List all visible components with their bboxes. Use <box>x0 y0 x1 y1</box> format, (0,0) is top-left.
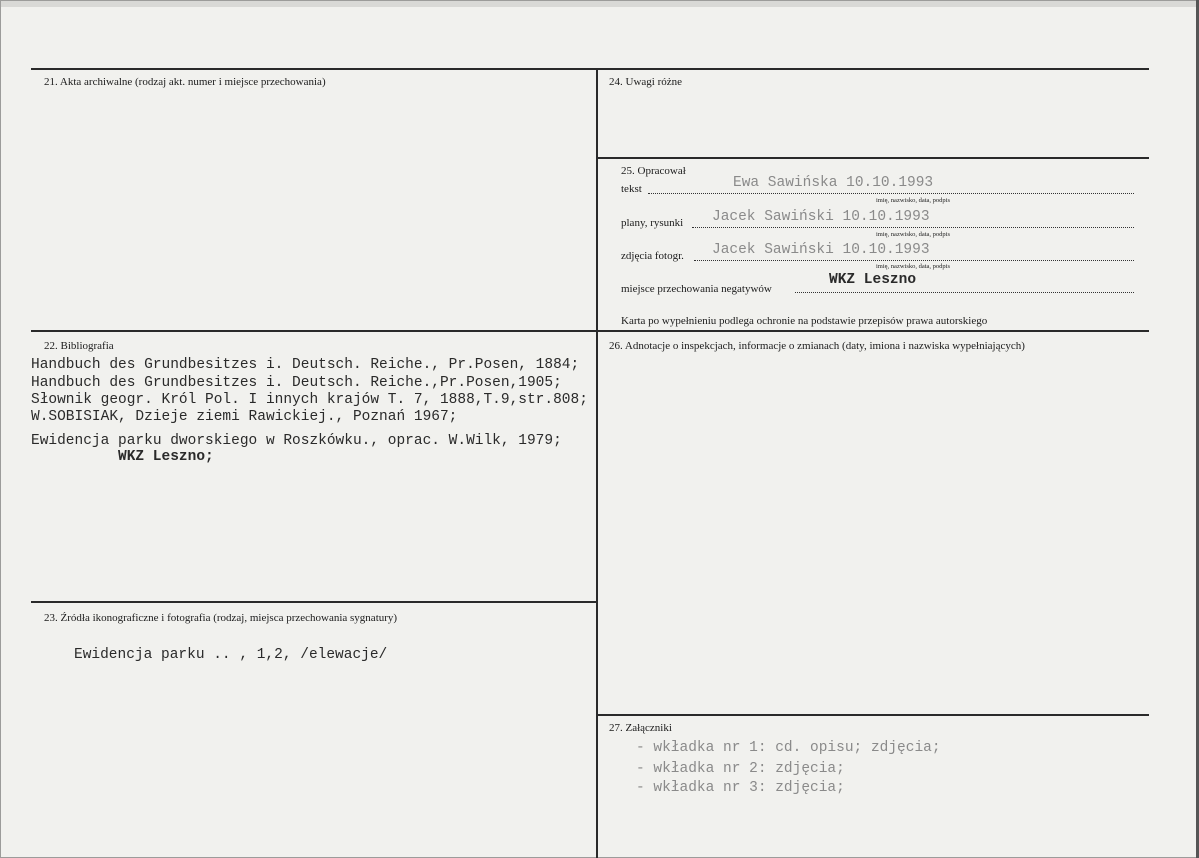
attachment-item: - wkładka nr 1: cd. opisu; zdjęcia; <box>636 740 941 756</box>
zdjecia-value: Jacek Sawiński 10.10.1993 <box>712 242 930 258</box>
tekst-hint: imię, nazwisko, data, podpis <box>876 197 951 204</box>
tekst-dotline <box>648 193 1134 194</box>
section-25-label: 25. Opracował <box>621 165 686 177</box>
copyright-note: Karta po wypełnieniu podlega ochronie na podstawie przepisów prawa autorskiego <box>621 315 988 327</box>
section-27-label: 27. Załączniki <box>609 722 672 734</box>
section-21-label: 21. Akta archiwalne (rodzaj akt. numer i miejsce przechowania) <box>44 76 326 88</box>
rule-top <box>31 68 1149 70</box>
rule-22-23 <box>31 601 597 603</box>
negatywy-dotline <box>795 292 1134 293</box>
zdjecia-dotline <box>694 260 1134 261</box>
rule-center-vertical <box>596 68 598 858</box>
bibliography-line: W.SOBISIAK, Dzieje ziemi Rawickiej., Poznań 1967; <box>31 409 458 425</box>
bibliography-line: Handbuch des Grundbesitzes i. Deutsch. Reiche., Pr.Posen, 1884; <box>31 357 580 373</box>
zdjecia-label: zdjęcia fotogr. <box>621 250 684 262</box>
attachment-item: - wkładka nr 2: zdjęcia; <box>636 761 845 777</box>
zdjecia-hint: imię, nazwisko, data, podpis <box>876 263 951 270</box>
tekst-value: Ewa Sawińska 10.10.1993 <box>733 175 934 191</box>
bibliography-line: WKZ Leszno; <box>118 449 214 465</box>
section-26-label: 26. Adnotacje o inspekcjach, informacje o zmianach (daty, imiona i nazwiska wypełniających) <box>609 340 1025 352</box>
iconography-line: Ewidencja parku .. , 1,2, /elewacje/ <box>74 647 388 663</box>
attachment-item: - wkładka nr 3: zdjęcia; <box>636 780 845 796</box>
bibliography-line: Ewidencja parku dworskiego w Roszkówku., oprac. W.Wilk, 1979; <box>31 433 562 449</box>
plany-dotline <box>692 227 1134 228</box>
plany-label: plany, rysunki <box>621 217 684 229</box>
bibliography-line: Handbuch des Grundbesitzes i. Deutsch. Reiche.,Pr.Posen,1905; <box>31 375 562 391</box>
section-22-label: 22. Bibliografia <box>44 340 114 352</box>
rule-21-22 <box>31 330 1149 332</box>
tekst-label: tekst <box>621 183 642 195</box>
rule-24-25 <box>597 157 1149 159</box>
plany-hint: imię, nazwisko, data, podpis <box>876 231 951 238</box>
plany-value: Jacek Sawiński 10.10.1993 <box>712 209 930 225</box>
rule-26-27 <box>597 714 1149 716</box>
negatywy-label: miejsce przechowania negatywów <box>621 283 772 295</box>
negatywy-value: WKZ Leszno <box>829 272 917 288</box>
section-23-label: 23. Źródła ikonograficzne i fotografia (rodzaj, miejsca przechowania sygnatury) <box>44 612 398 624</box>
bibliography-line: Słownik geogr. Król Pol. I innych krajów T. 7, 1888,T.9,str.808; <box>31 392 588 408</box>
section-24-label: 24. Uwagi różne <box>609 76 683 88</box>
